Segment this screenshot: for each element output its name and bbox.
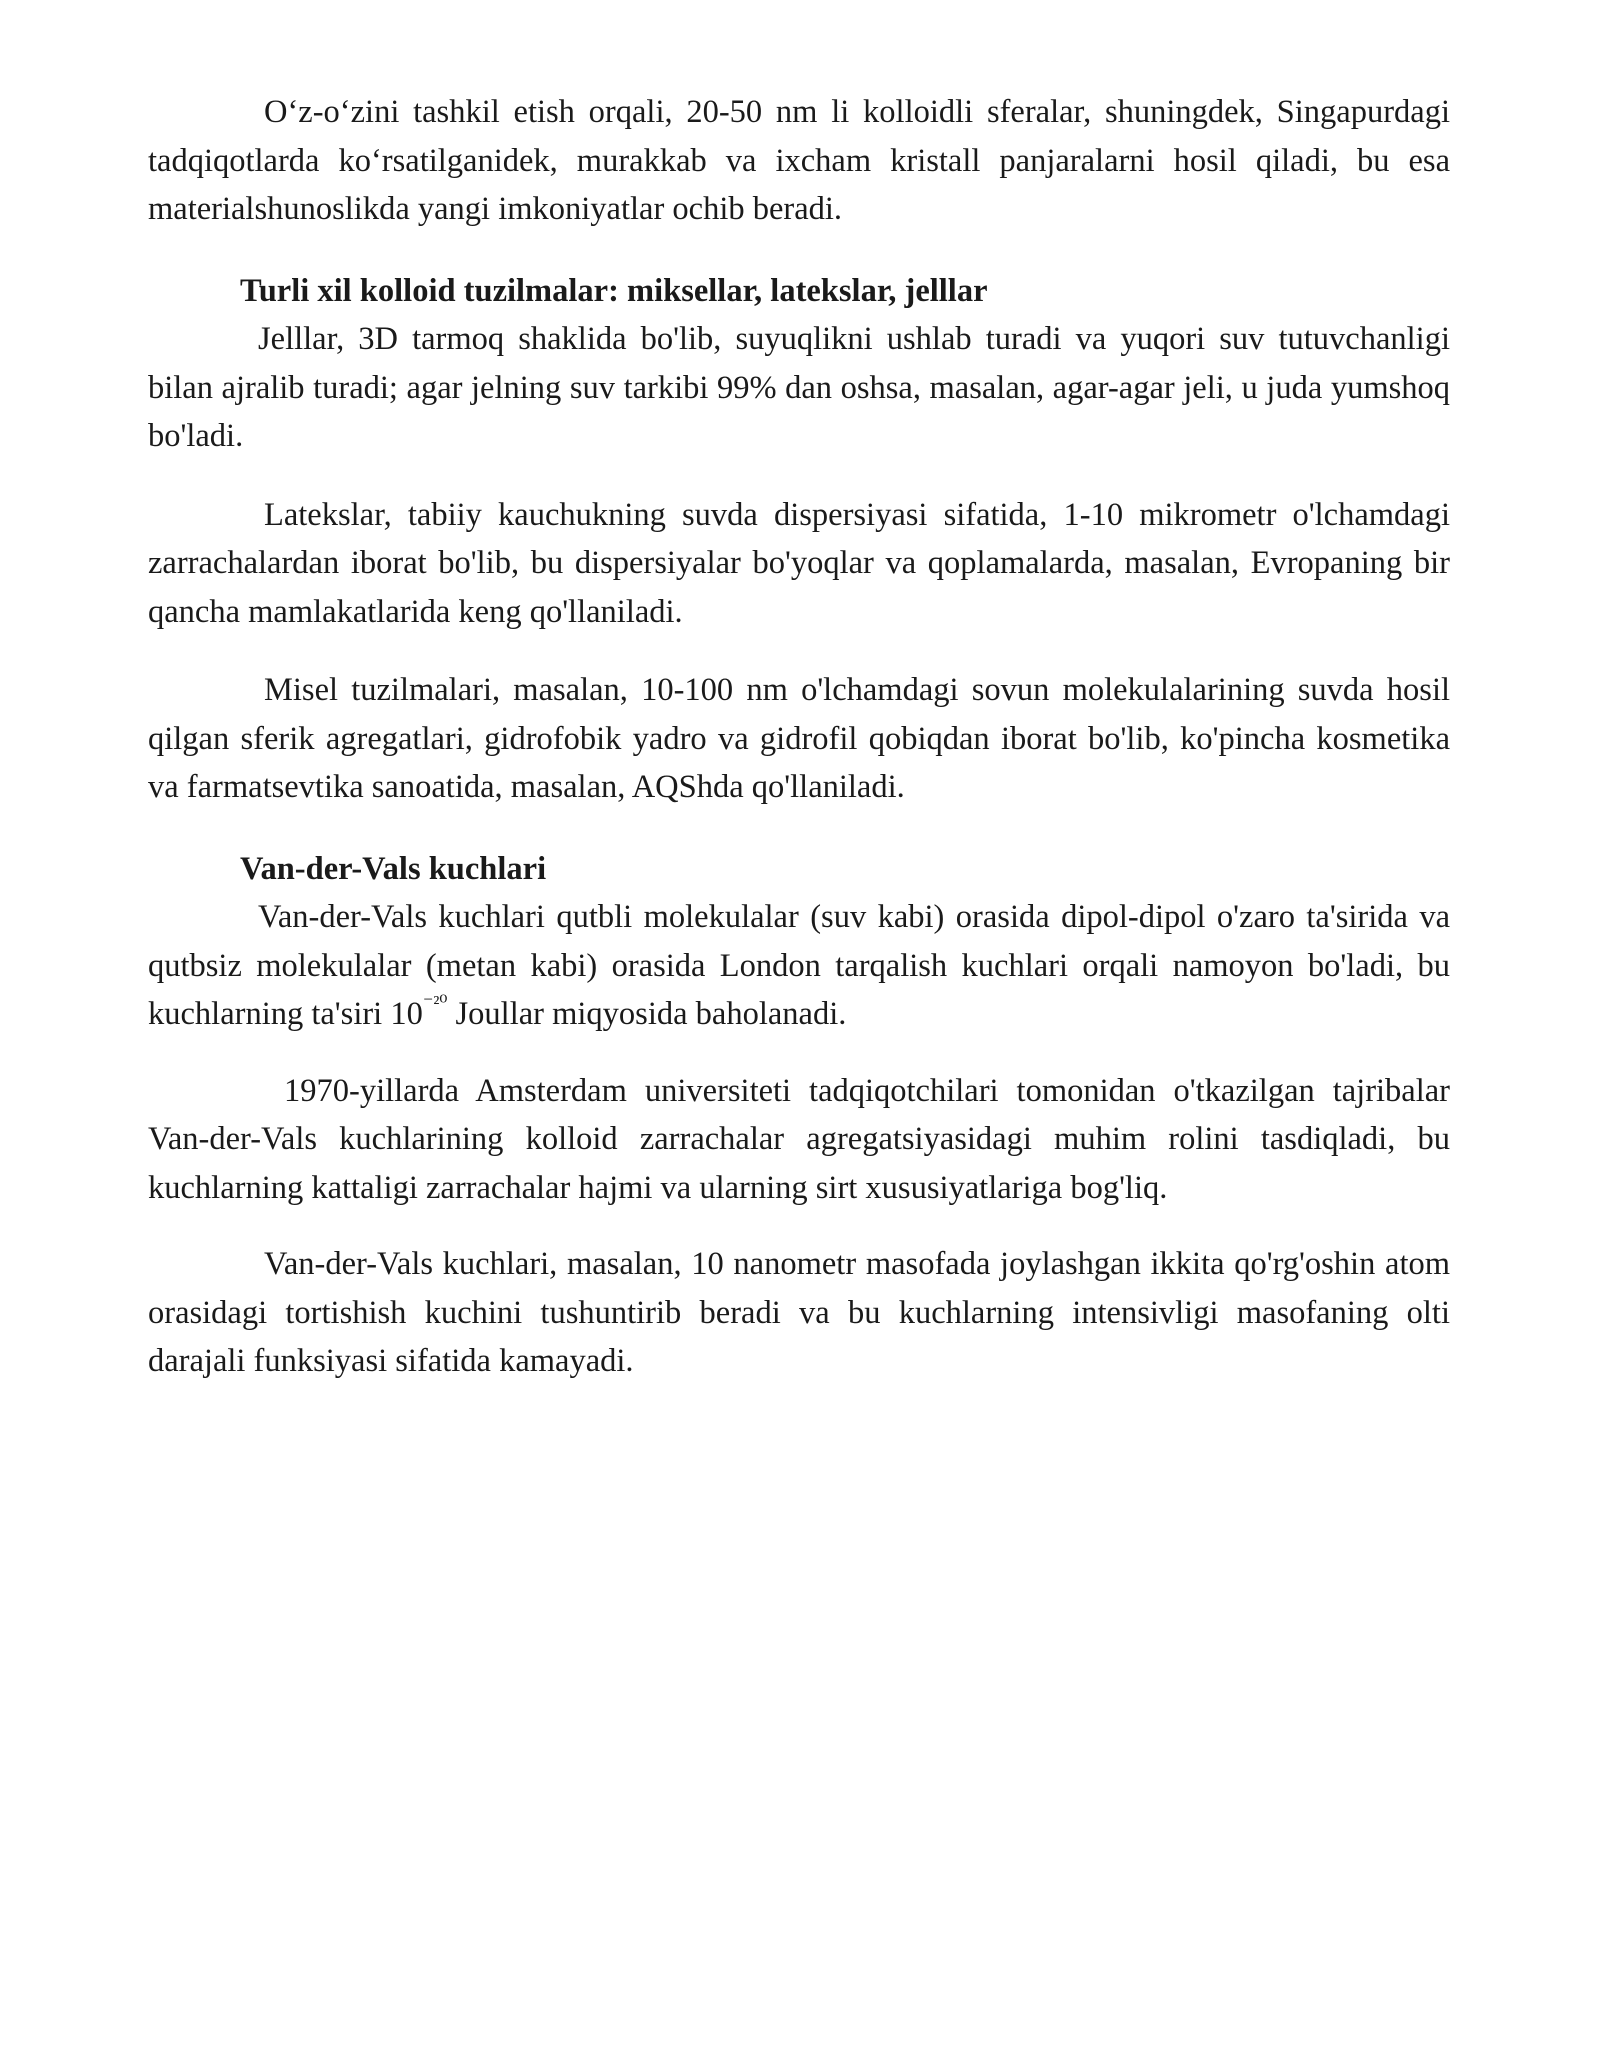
vdw-tail: Joullar miqyosida baholanadi. <box>447 996 847 1032</box>
vdw-text: Van-der-Vals kuchlari qutbli molekulalar (suv kabi) orasida dipol-dipol o'zaro ta'sirida va qutbsiz molekulalar (metan kabi) orasida London tarqalish kuchlari orqali namoyon bo'ladi, bu kuchlarning ta'siri 10 <box>148 899 1450 1032</box>
heading-van-der-waals: Van-der-Vals kuchlari <box>240 850 547 887</box>
paragraph-self-assembly: O‘z-o‘zini tashkil etish orqali, 20-50 nm li kolloidli sferalar, shuningdek, Singapurdagi tadqiqotlarda ko‘rsatilganidek, murakkab va ixcham kristall panjaralarni hosil qiladi, bu esa materialshunoslikda yangi imkoniyatlar ochib beradi. <box>148 94 1450 227</box>
paragraph-spacer <box>148 636 1450 666</box>
paragraph-lead-atoms: Van-der-Vals kuchlari, masalan, 10 nanometr masofada joylashgan ikkita qo'rg'oshin atom orasidagi tortishish kuchini tushuntirib beradi va bu kuchlarning intensivligi masofaning olti darajali funksiyasi sifatida kamayadi. <box>148 1246 1450 1379</box>
paragraph-spacer <box>148 1212 1450 1240</box>
paragraph-amsterdam-experiments: 1970-yillarda Amsterdam universiteti tadqiqotchilari tomonidan o'tkazilgan tajribalar Van-der-Vals kuchlarining kolloid zarrachalar agregatsiyasidagi muhim rolini tasdiqladi, bu kuchlarning kattaligi zarrachalar hajmi va ularning sirt xususiyatlariga bog'liq. <box>148 1072 1450 1206</box>
paragraph-gels: Jelllar, 3D tarmoq shaklida bo'lib, suyuqlikni ushlab turadi va yuqori suv tutuvchanligi bilan ajralib turadi; agar jelning suv tarkibi 99% dan oshsa, masalan, agar-agar jeli, u juda yumshoq bo'ladi. <box>148 321 1450 454</box>
vdw-exponent: ⁻²⁰ <box>422 992 448 1015</box>
document-body <box>148 88 1450 1386</box>
paragraph-spacer <box>148 1039 1450 1067</box>
heading-colloid-structures: Turli xil kolloid tuzilmalar: miksellar, latekslar, jelllar <box>240 272 988 309</box>
paragraph-van-der-waals-forces <box>148 893 1450 1039</box>
paragraph-latexes: Latekslar, tabiiy kauchukning suvda dispersiyasi sifatida, 1-10 mikrometr o'lchamdagi zarrachalardan iborat bo'lib, bu dispersiyalar bo'yoqlar va qoplamalarda, masalan, Evropaning bir qancha mamlakatlarida keng qo'llaniladi. <box>148 496 1450 630</box>
paragraph-spacer <box>148 234 1450 267</box>
paragraph-micelles: Misel tuzilmalari, masalan, 10-100 nm o'lchamdagi sovun molekulalarining suvda hosil qilgan sferik agregatlari, gidrofobik yadro va gidrofil qobiqdan iborat bo'lib, ko'pincha kosmetika va farmatsevtika sanoatida, masalan, AQShda qo'llaniladi. <box>148 672 1450 805</box>
paragraph-spacer <box>148 812 1450 845</box>
paragraph-spacer <box>148 461 1450 491</box>
